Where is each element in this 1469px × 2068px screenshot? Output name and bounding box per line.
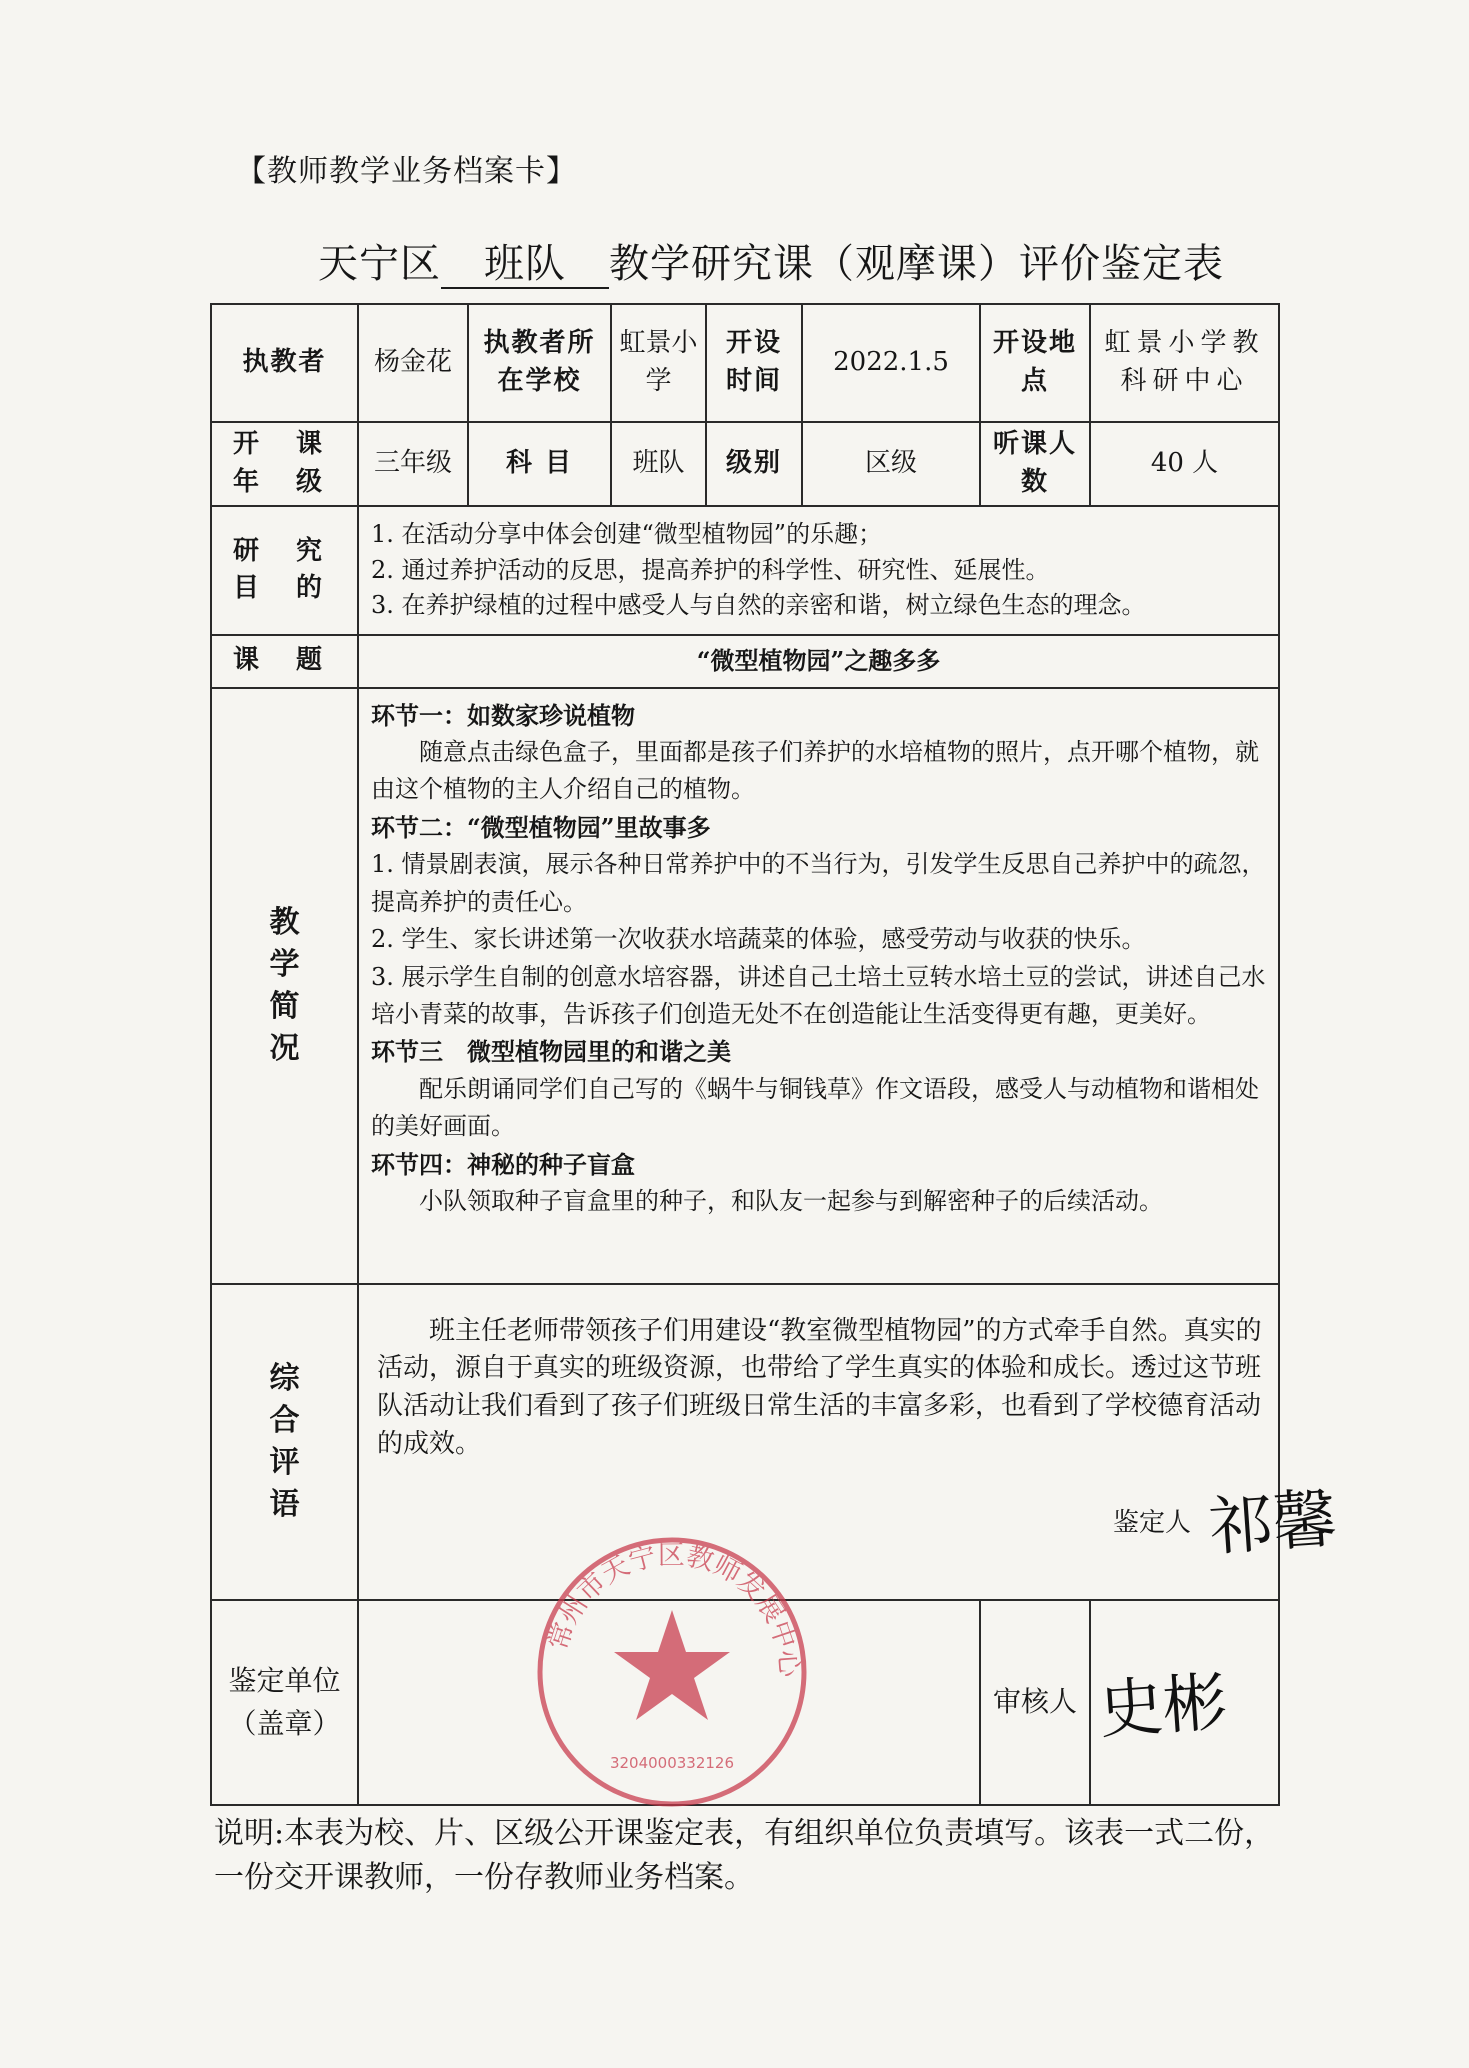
row-topic [211,635,1279,688]
comment-label-cell [211,1284,358,1600]
row-teaching [211,688,1279,1284]
unit-label-cell [211,1600,358,1805]
teacher-value: 杨金花 [358,304,468,422]
row-course-info [211,422,1279,506]
section-3-text: 配乐朗诵同学们自己写的《蜗牛与铜钱草》作文语段，感受人与动植物和谐相处的美好画面。 [371,1074,1259,1141]
unit-label: 鉴定单位（盖章） [228,1663,341,1741]
subject-value: 班队 [611,422,706,506]
purpose-item: 3. 在养护绿植的过程中感受人与自然的亲密和谐，树立绿色生态的理念。 [371,591,1146,620]
level-value: 区级 [802,422,980,506]
section-2-item: 2. 学生、家长讲述第一次收获水培蔬菜的体验，感受劳动与收获的快乐。 [371,925,1146,954]
section-1-text: 随意点击绿色盒子，里面都是孩子们养护的水培植物的照片，点开哪个植物，就由这个植物的主人介绍自己的植物。 [371,737,1259,804]
audience-label: 听课人数 [980,422,1090,506]
appraiser-signature: 祁馨 [1206,1482,1340,1566]
teaching-summary [358,688,1279,1284]
teaching-label-cell [211,688,358,1284]
audience-value: 40 人 [1090,422,1279,506]
grade-value: 三年级 [358,422,468,506]
purpose-item: 2. 通过养护活动的反思，提高养护的科学性、研究性、延展性。 [371,555,1050,584]
comment-text: 班主任老师带领孩子们用建设“教室微型植物园”的方式牵手自然。真实的活动，源自于真实的班级资源，也带给了学生真实的体验和成长。透过这节班队活动让我们看到了孩子们班级日常生活的丰富多彩，也看到了学校德育活动的成效。 [377,1315,1262,1459]
purpose-label: 研 究 目 的 [211,506,358,635]
reviewer-signature-cell [1090,1600,1279,1805]
section-2-item: 3. 展示学生自制的创意水培容器，讲述自己土培土豆转水培土豆的尝试，讲述自己水培小青菜的故事，告诉孩子们创造无处不在创造能让生活变得更有趣，更美好。 [371,962,1266,1029]
place-value: 虹景小学教科研中心 [1090,304,1279,422]
title-subject-fill: 班队 [441,241,609,289]
row-purpose [211,506,1279,635]
purpose-list [358,506,1279,635]
place-label: 开设地点 [980,304,1090,422]
section-4-text: 小队领取种子盲盒里的种子，和队友一起参与到解密种子的后续活动。 [419,1187,1163,1216]
seal-arc-text: 常州市天宁区教师发展中心 [542,1539,805,1679]
section-3-heading: 环节三 微型植物园里的和谐之美 [371,1037,731,1067]
purpose-item: 1. 在活动分享中体会创建“微型植物园”的乐趣； [371,520,883,548]
footnote: 说明:本表为校、片、区级公开课鉴定表，有组织单位负责填写。该表一式二份，一份交开课教师，一份存教师业务档案。 [214,1816,1275,1895]
appraiser-label: 鉴定人 [1113,1507,1192,1538]
grade-label: 开 课 年 级 [211,422,358,506]
subject-label: 科 目 [468,422,611,506]
time-label: 开设时间 [706,304,802,422]
teacher-label: 执教者 [211,304,358,422]
unit-stamp-area [358,1600,980,1805]
document-title [318,232,1224,289]
topic-value: “微型植物园”之趣多多 [358,635,1279,688]
seal-code: 3204000332126 [609,1754,735,1772]
evaluation-table [210,303,1340,1806]
teaching-label: 教学简况 [269,904,300,1066]
section-1-heading: 环节一：如数家珍说植物 [371,700,635,730]
reviewer-label: 审核人 [980,1600,1090,1805]
topic-label: 课 题 [211,635,358,688]
row-approval [211,1600,1279,1805]
header-tag: 【教师教学业务档案卡】 [236,154,577,189]
section-2-item: 1. 情景剧表演，展示各种日常养护中的不当行为，引发学生反思自己养护中的疏忽，提高养护的责任心。 [371,850,1266,916]
reviewer-signature: 史彬 [1096,1665,1230,1748]
comment-cell [358,1284,1340,1600]
school-label: 执教者所在学校 [468,304,611,422]
title-district: 天宁区 [318,241,441,287]
section-2-heading: 环节二：“微型植物园”里故事多 [371,812,711,842]
title-suffix: 教学研究课（观摩课）评价鉴定表 [609,241,1224,287]
section-4-heading: 环节四：神秘的种子盲盒 [371,1149,635,1179]
row-comment [211,1284,1279,1600]
row-basic-info [211,304,1279,422]
school-value: 虹景小学 [611,304,706,422]
level-label: 级别 [706,422,802,506]
time-value: 2022.1.5 [802,304,980,422]
comment-label: 综合评语 [269,1360,300,1522]
